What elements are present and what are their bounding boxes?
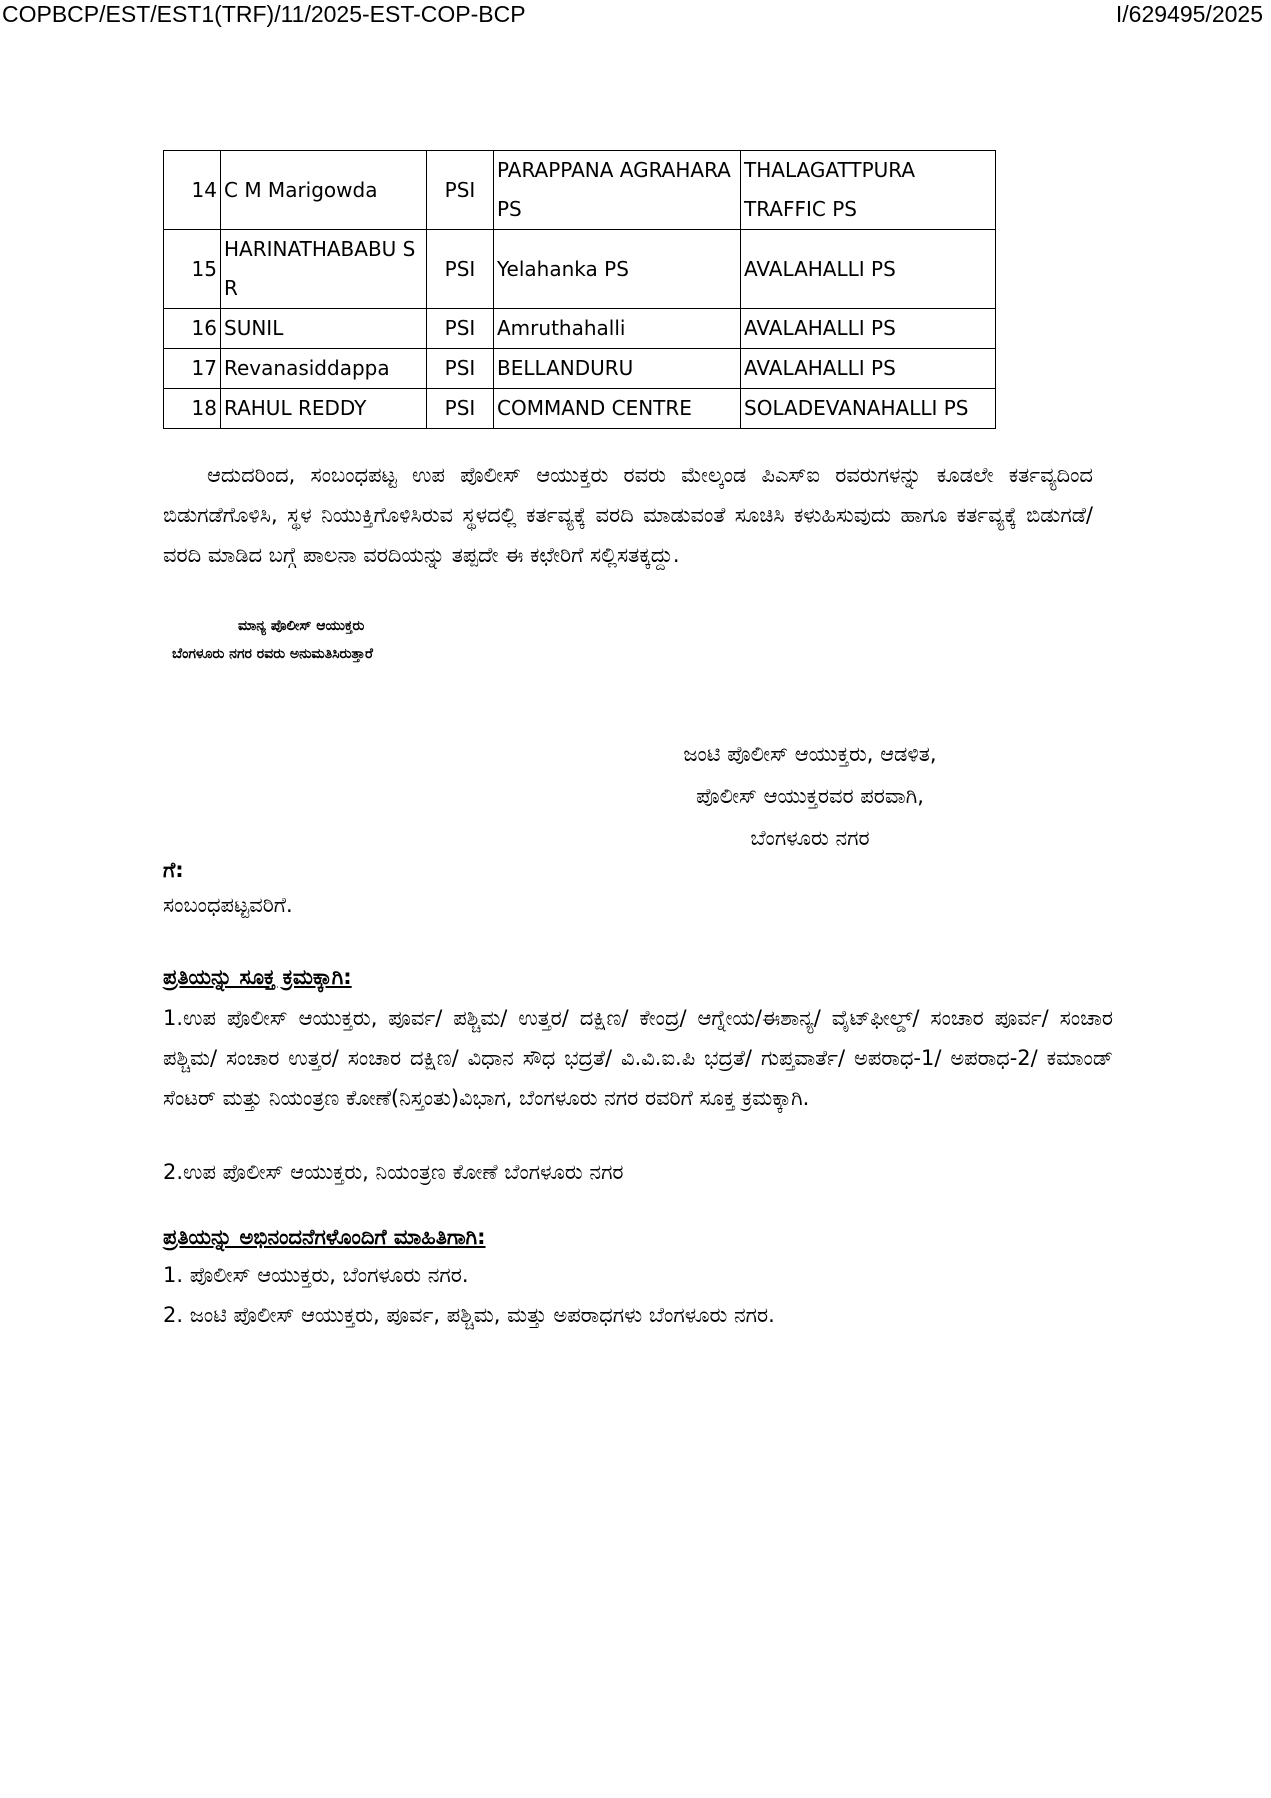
from-station: COMMAND CENTRE	[494, 389, 741, 429]
sanction-line-1: ಮಾನ್ಯ ಪೊಲೀಸ್ ಆಯುಕ್ತರು	[238, 618, 365, 634]
row-number: 15	[164, 230, 221, 309]
to-station: AVALAHALLI PS	[741, 230, 996, 309]
copy-for-action-item-2: 2.ಉಪ ಪೊಲೀಸ್ ಆಯುಕ್ತರು, ನಿಯಂತ್ರಣ ಕೋಣೆ ಬೆಂಗಳೂರು ನಗರ	[163, 1160, 624, 1184]
from-station: Amruthahalli	[494, 309, 741, 349]
signature-block	[560, 733, 1060, 859]
copy-for-info-item-2: 2. ಜಂಟಿ ಪೊಲೀಸ್ ಆಯುಕ್ತರು, ಪೂರ್ವ, ಪಶ್ಚಿಮ, ಮತ್ತು ಅಪರಾಧಗಳು ಬೆಂಗಳೂರು ನಗರ.	[163, 1303, 775, 1327]
table-row	[164, 349, 996, 389]
row-number: 16	[164, 309, 221, 349]
from-station: Yelahanka PS	[494, 230, 741, 309]
copy-for-action-heading: ಪ್ರತಿಯನ್ನು ಸೂಕ್ತ ಕ್ರಮಕ್ಕಾಗಿ:	[163, 965, 352, 989]
table-row	[164, 230, 996, 309]
officer-rank: PSI	[427, 309, 494, 349]
officer-rank: PSI	[427, 349, 494, 389]
signatory-city: ಬೆಂಗಳೂರು ನಗರ	[750, 826, 870, 850]
table-row	[164, 151, 996, 230]
row-number: 18	[164, 389, 221, 429]
transfer-table	[163, 150, 996, 429]
to-station: SOLADEVANAHALLI PS	[741, 389, 996, 429]
officer-name: Revanasiddappa	[221, 349, 427, 389]
table-row	[164, 389, 996, 429]
sanction-line-2: ಬೆಂಗಳೂರು ನಗರ ರವರು ಅನುಮತಿಸಿರುತ್ತಾರೆ	[172, 646, 373, 662]
to-label: ಗೆ:	[163, 858, 184, 882]
officer-name: C M Marigowda	[221, 151, 427, 230]
copy-for-info-item-1: 1. ಪೊಲೀಸ್ ಆಯುಕ್ತರು, ಬೆಂಗಳೂರು ನಗರ.	[163, 1263, 469, 1287]
to-station: AVALAHALLI PS	[741, 349, 996, 389]
officer-rank: PSI	[427, 151, 494, 230]
to-station: THALAGATTPURA TRAFFIC PS	[741, 151, 996, 230]
signatory-title: ಜಂಟಿ ಪೊಲೀಸ್ ಆಯುಕ್ತರು, ಆಡಳಿತ,	[683, 742, 937, 766]
officer-rank: PSI	[427, 389, 494, 429]
row-number: 14	[164, 151, 221, 230]
signatory-on-behalf: ಪೊಲೀಸ್ ಆಯುಕ್ತರವರ ಪರವಾಗಿ,	[696, 784, 924, 808]
document-reference-number: COPBCP/EST/EST1(TRF)/11/2025-EST-COP-BCP	[2, 1, 526, 27]
officer-name: HARINATHABABU S R	[221, 230, 427, 309]
to-recipients: ಸಂಬಂಧಪಟ್ಟವರಿಗೆ.	[163, 893, 293, 917]
row-number: 17	[164, 349, 221, 389]
to-station: AVALAHALLI PS	[741, 309, 996, 349]
officer-rank: PSI	[427, 230, 494, 309]
from-station: PARAPPANA AGRAHARA PS	[494, 151, 741, 230]
table-row	[164, 309, 996, 349]
inward-number: I/629495/2025	[1115, 1, 1263, 27]
officer-name: RAHUL REDDY	[221, 389, 427, 429]
instruction-paragraph: ಆದುದರಿಂದ, ಸಂಬಂಧಪಟ್ಟ ಉಪ ಪೊಲೀಸ್ ಆಯುಕ್ತರು ರವರು ಮೇಲ್ಕಂಡ ಪಿಎಸ್ಐ ರವರುಗಳನ್ನು ಕೂಡಲೇ ಕರ್ತವ್ಯದಿಂದ ಬಿಡುಗಡೆಗೊಳಿಸಿ, ಸ್ಥಳ ನಿಯುಕ್ತಿಗೊಳಿಸಿರುವ ಸ್ಥಳದಲ್ಲಿ ಕರ್ತವ್ಯಕ್ಕೆ ವರದಿ ಮಾಡುವಂತೆ ಸೂಚಿಸಿ ಕಳುಹಿಸುವುದು ಹಾಗೂ ಕರ್ತವ್ಯಕ್ಕೆ ಬಿಡುಗಡೆ/ವರದಿ ಮಾಡಿದ ಬಗ್ಗೆ ಪಾಲನಾ ವರದಿಯನ್ನು ತಪ್ಪದೇ ಈ ಕಛೇರಿಗೆ ಸಲ್ಲಿಸತಕ್ಕದ್ದು.	[163, 463, 1093, 567]
copy-for-action-item-1: 1.ಉಪ ಪೊಲೀಸ್ ಆಯುಕ್ತರು, ಪೂರ್ವ/ ಪಶ್ಚಿಮ/ ಉತ್ತರ/ ದಕ್ಷಿಣ/ ಕೇಂದ್ರ/ ಆಗ್ನೇಯ/ಈಶಾನ್ಯ/ ವೈಟ್‌ಫೀಲ್ಡ್/ ಸಂಚಾರ ಪೂರ್ವ/ ಸಂಚಾರ ಪಶ್ಚಿಮ/ ಸಂಚಾರ ಉತ್ತರ/ ಸಂಚಾರ ದಕ್ಷಿಣ/ ವಿಧಾನ ಸೌಧ ಭದ್ರತೆ/ ವಿ.ವಿ.ಐ.ಪಿ ಭದ್ರತೆ/ ಗುಪ್ತವಾರ್ತೆ/ ಅಪರಾಧ-1/ ಅಪರಾಧ-2/ ಕಮಾಂಡ್ ಸೆಂಟರ್ ಮತ್ತು ನಿಯಂತ್ರಣ ಕೋಣೆ(ನಿಸ್ತಂತು)ವಿಭಾಗ, ಬೆಂಗಳೂರು ನಗರ ರವರಿಗೆ ಸೂಕ್ತ ಕ್ರಮಕ್ಕಾಗಿ.	[163, 1006, 1113, 1110]
from-station: BELLANDURU	[494, 349, 741, 389]
copy-for-info-heading: ಪ್ರತಿಯನ್ನು ಅಭಿನಂದನೆಗಳೊಂದಿಗೆ ಮಾಹಿತಿಗಾಗಿ:	[163, 1225, 486, 1249]
officer-name: SUNIL	[221, 309, 427, 349]
